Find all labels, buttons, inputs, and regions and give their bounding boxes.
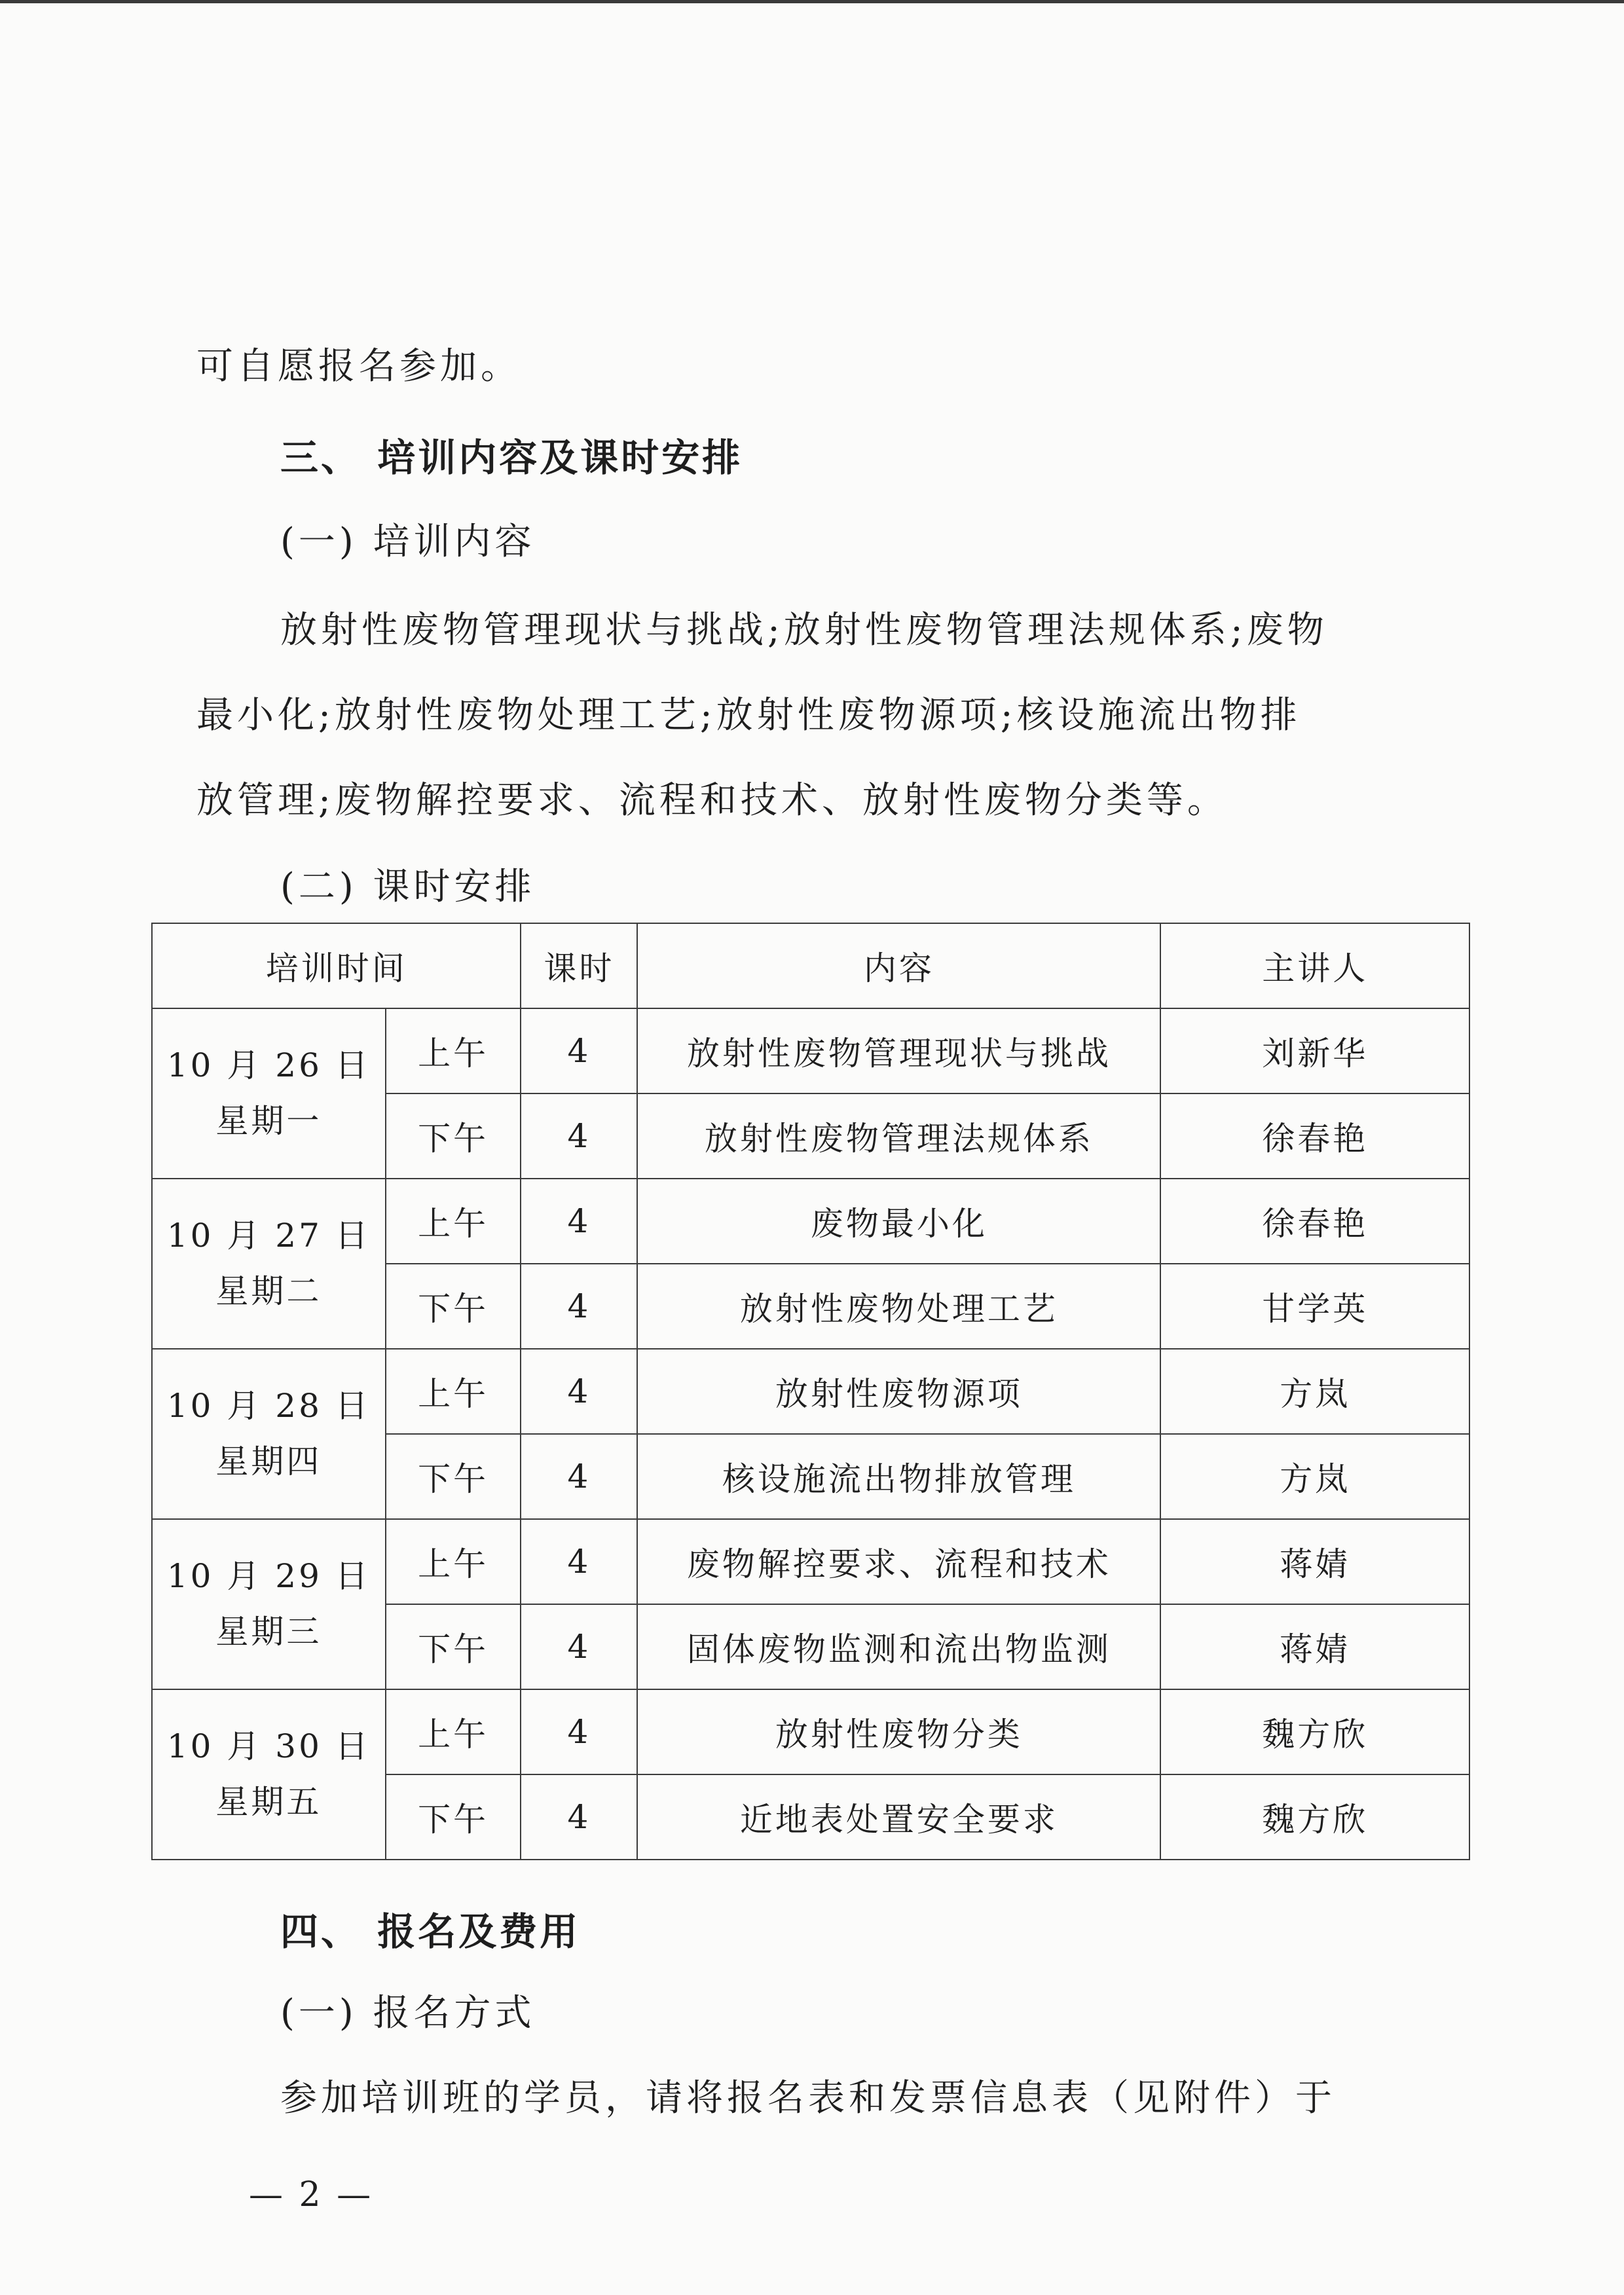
header-hours: 课时: [521, 923, 637, 1008]
content-line-1: 放射性废物管理现状与挑战;放射性废物管理法规体系;废物: [280, 609, 1328, 652]
session-period: 下午: [386, 1604, 521, 1689]
content-subheading: (一) 培训内容: [280, 521, 536, 563]
session-hours: 4: [521, 1093, 637, 1179]
day-date: 10 月 28 日: [166, 1387, 371, 1425]
session-content: 近地表处置安全要求: [637, 1774, 1160, 1860]
session-speaker: 蒋婧: [1160, 1519, 1469, 1604]
section3-heading: 三、 培训内容及课时安排: [280, 435, 743, 480]
session-period: 上午: [386, 1179, 521, 1264]
session-period: 上午: [386, 1689, 521, 1774]
header-speaker: 主讲人: [1160, 923, 1469, 1008]
header-content: 内容: [637, 923, 1160, 1008]
day-date: 10 月 29 日: [166, 1557, 371, 1595]
session-period: 下午: [386, 1264, 521, 1349]
session-speaker: 徐春艳: [1160, 1179, 1469, 1264]
table-row: [152, 1179, 1469, 1264]
session-period: 上午: [386, 1519, 521, 1604]
schedule-subheading: (二) 课时安排: [280, 866, 536, 908]
session-speaker: 魏方欣: [1160, 1774, 1469, 1860]
day-weekday: 星期四: [215, 1442, 322, 1480]
day-date: 10 月 30 日: [166, 1727, 371, 1765]
session-content: 废物最小化: [637, 1179, 1160, 1264]
day-date: 10 月 27 日: [166, 1217, 371, 1255]
session-content: 放射性废物分类: [637, 1689, 1160, 1774]
table-row: [152, 1689, 1469, 1774]
section4-heading: 四、 报名及费用: [280, 1909, 581, 1954]
session-speaker: 甘学英: [1160, 1264, 1469, 1349]
day-weekday: 星期二: [215, 1272, 322, 1310]
session-speaker: 徐春艳: [1160, 1093, 1469, 1179]
session-speaker: 魏方欣: [1160, 1689, 1469, 1774]
session-period: 下午: [386, 1434, 521, 1519]
page-number: — 2 —: [249, 2175, 374, 2214]
session-content: 废物解控要求、流程和技术: [637, 1519, 1160, 1604]
session-period: 下午: [386, 1774, 521, 1860]
session-content: 放射性废物管理现状与挑战: [637, 1008, 1160, 1093]
session-speaker: 刘新华: [1160, 1008, 1469, 1093]
day-date-cell: [152, 1349, 386, 1519]
intro-tail-text: 可自愿报名参加。: [196, 345, 521, 388]
content-line-3: 放管理;废物解控要求、流程和技术、放射性废物分类等。: [196, 779, 1228, 822]
session-period: 下午: [386, 1093, 521, 1179]
day-date: 10 月 26 日: [166, 1046, 371, 1084]
session-speaker: 蒋婧: [1160, 1604, 1469, 1689]
session-hours: 4: [521, 1008, 637, 1093]
session-content: 放射性废物管理法规体系: [637, 1093, 1160, 1179]
content-line-2: 最小化;放射性废物处理工艺;放射性废物源项;核设施流出物排: [196, 694, 1301, 737]
session-hours: 4: [521, 1689, 637, 1774]
session-period: 上午: [386, 1008, 521, 1093]
session-content: 放射性废物源项: [637, 1349, 1160, 1434]
day-date-cell: [152, 1519, 386, 1689]
day-weekday: 星期一: [215, 1102, 322, 1140]
session-content: 放射性废物处理工艺: [637, 1264, 1160, 1349]
session-speaker: 方岚: [1160, 1349, 1469, 1434]
scan-edge-line: [0, 0, 1624, 3]
session-hours: 4: [521, 1264, 637, 1349]
session-hours: 4: [521, 1179, 637, 1264]
session-content: 固体废物监测和流出物监测: [637, 1604, 1160, 1689]
day-date-cell: [152, 1008, 386, 1179]
day-date-cell: [152, 1179, 386, 1349]
day-date-cell: [152, 1689, 386, 1860]
day-weekday: 星期五: [215, 1783, 322, 1821]
session-hours: 4: [521, 1434, 637, 1519]
session-hours: 4: [521, 1349, 637, 1434]
session-hours: 4: [521, 1604, 637, 1689]
header-time: 培训时间: [152, 923, 521, 1008]
schedule-table: [151, 923, 1470, 1860]
table-row: [152, 1008, 1469, 1093]
signup-subheading: (一) 报名方式: [280, 1992, 536, 2034]
session-speaker: 方岚: [1160, 1434, 1469, 1519]
table-header-row: [152, 923, 1469, 1008]
session-hours: 4: [521, 1519, 637, 1604]
signup-line: 参加培训班的学员，请将报名表和发票信息表（见附件）于: [280, 2077, 1336, 2120]
day-weekday: 星期三: [215, 1613, 322, 1651]
session-hours: 4: [521, 1774, 637, 1860]
session-content: 核设施流出物排放管理: [637, 1434, 1160, 1519]
table-row: [152, 1519, 1469, 1604]
table-row: [152, 1349, 1469, 1434]
session-period: 上午: [386, 1349, 521, 1434]
schedule-body: [152, 1008, 1469, 1860]
